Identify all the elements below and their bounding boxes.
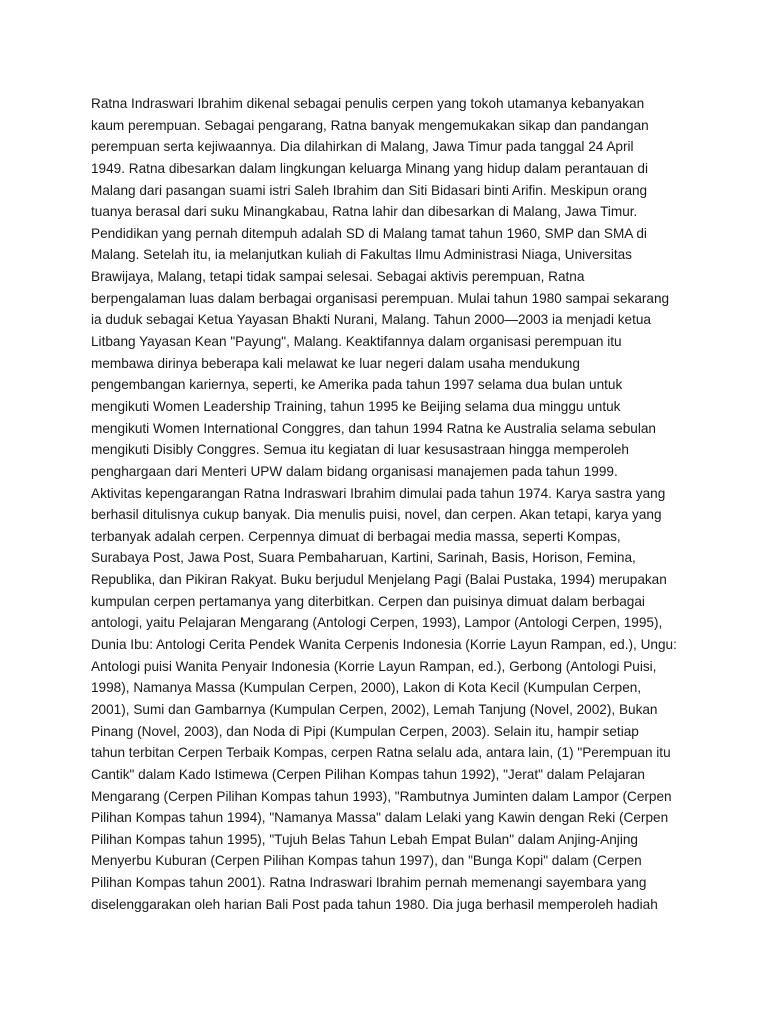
text-line: membawa dirinya beberapa kali melawat ke luar negeri dalam usaha mendukung bbox=[91, 355, 580, 371]
text-line: Pinang (Novel, 2003), dan Noda di Pipi (Kumpulan Cerpen, 2003). Selain itu, hampir setiap bbox=[91, 723, 639, 739]
text-line: berpengalaman luas dalam berbagai organisasi perempuan. Mulai tahun 1980 sampai sekarang bbox=[91, 290, 670, 306]
text-line: 1949. Ratna dibesarkan dalam lingkungan keluarga Minang yang hidup dalam perantauan di bbox=[91, 160, 648, 176]
text-line: Malang. Setelah itu, ia melanjutkan kuliah di Fakultas Ilmu Administrasi Niaga, Universitas bbox=[91, 247, 632, 263]
text-line: Ratna Indraswari Ibrahim dikenal sebagai penulis cerpen yang tokoh utamanya kebanyakan bbox=[91, 96, 645, 111]
text-line: berhasil ditulisnya cukup banyak. Dia menulis puisi, novel, dan cerpen. Akan tetapi, karya yang bbox=[91, 507, 662, 523]
text-line: Dunia Ibu: Antologi Cerita Pendek Wanita Cerpenis Indonesia (Korrie Layun Rampan, ed.), Ungu: bbox=[91, 637, 677, 653]
text-line: mengikuti Disibly Conggres. Semua itu kegiatan di luar kesusastraan hingga memperoleh bbox=[91, 442, 629, 458]
text-line: Pilihan Kompas tahun 2001). Ratna Indraswari Ibrahim pernah memenangi sayembara yang bbox=[91, 875, 647, 891]
text-line: terbanyak adalah cerpen. Cerpennya dimuat di berbagai media massa, seperti Kompas, bbox=[91, 528, 621, 544]
text-line: tuanya berasal dari suku Minangkabau, Ratna lahir dan dibesarkan di Malang, Jawa Timur. bbox=[91, 204, 638, 220]
text-line: mengikuti Women International Conggres, dan tahun 1994 Ratna ke Australia selama sebulan bbox=[91, 420, 656, 436]
text-line: Antologi puisi Wanita Penyair Indonesia (Korrie Layun Rampan, ed.), Gerbong (Antologi Puisi, bbox=[91, 658, 657, 674]
text-line: Pilihan Kompas tahun 1994), "Namanya Massa" dalam Lelaki yang Kawin dengan Reki (Cerpen bbox=[91, 810, 669, 826]
text-line: Republika, dan Pikiran Rakyat. Buku berjudul Menjelang Pagi (Balai Pustaka, 1994) merupakan bbox=[91, 572, 667, 588]
text-line: Malang dari pasangan suami istri Saleh Ibrahim dan Siti Bidasari binti Arifin. Meskipun orang bbox=[91, 182, 648, 198]
text-line: kumpulan cerpen pertamanya yang diterbitkan. Cerpen dan puisinya dimuat dalam berbagai bbox=[91, 593, 645, 609]
text-line: pengembangan kariernya, seperti, ke Amerika pada tahun 1997 selama dua bulan untuk bbox=[91, 377, 623, 393]
text-line: tahun terbitan Cerpen Terbaik Kompas, cerpen Ratna selalu ada, antara lain, (1) "Perempuan itu bbox=[91, 745, 671, 761]
text-line: 1998), Namanya Massa (Kumpulan Cerpen, 2000), Lakon di Kota Kecil (Kumpulan Cerpen, bbox=[91, 680, 642, 696]
text-line: diselenggarakan oleh harian Bali Post pada tahun 1980. Dia juga berhasil memperoleh hadiah bbox=[91, 896, 658, 912]
text-line: Litbang Yayasan Kean "Payung", Malang. Keaktifannya dalam organisasi perempuan itu bbox=[91, 334, 622, 350]
text-line: mengikuti Women Leadership Training, tahun 1995 ke Beijing selama dua minggu untuk bbox=[91, 398, 621, 414]
text-line: Brawijaya, Malang, tetapi tidak sampai selesai. Sebagai aktivis perempuan, Ratna bbox=[91, 269, 585, 285]
text-line: 2001), Sumi dan Gambarnya (Kumpulan Cerpen, 2002), Lemah Tanjung (Novel, 2002), Bukan bbox=[91, 701, 658, 717]
text-line: Pilihan Kompas tahun 1995), "Tujuh Belas Tahun Lebah Empat Bulan" dalam Anjing-Anjing bbox=[91, 831, 638, 847]
text-line: Menyerbu Kuburan (Cerpen Pilihan Kompas tahun 1997), dan "Bunga Kopi" dalam (Cerpen bbox=[91, 853, 642, 869]
text-line: Cantik" dalam Kado Istimewa (Cerpen Pilihan Kompas tahun 1992), "Jerat" dalam Pelajaran bbox=[91, 766, 645, 782]
text-line: Surabaya Post, Jawa Post, Suara Pembaharuan, Kartini, Sarinah, Basis, Horison, Femina, bbox=[91, 550, 636, 566]
text-line: Aktivitas kepengarangan Ratna Indraswari Ibrahim dimulai pada tahun 1974. Karya sastra yang bbox=[91, 485, 666, 501]
body-text bbox=[91, 93, 691, 915]
text-line: Pendidikan yang pernah ditempuh adalah SD di Malang tamat tahun 1960, SMP dan SMA di bbox=[91, 225, 647, 241]
text-line: Mengarang (Cerpen Pilihan Kompas tahun 1993), "Rambutnya Juminten dalam Lampor (Cerpen bbox=[91, 788, 672, 804]
text-line: antologi, yaitu Pelajaran Mengarang (Antologi Cerpen, 1993), Lampor (Antologi Cerpen, 1995), bbox=[91, 615, 663, 631]
text-line: kaum perempuan. Sebagai pengarang, Ratna banyak mengemukakan sikap dan pandangan bbox=[91, 117, 649, 133]
text-line: perempuan serta kejiwaannya. Dia dilahirkan di Malang, Jawa Timur pada tanggal 24 April bbox=[91, 139, 634, 155]
text-line: ia duduk sebagai Ketua Yayasan Bhakti Nurani, Malang. Tahun 2000—2003 ia menjadi ketua bbox=[91, 312, 651, 328]
text-line: penghargaan dari Menteri UPW dalam bidang organisasi manajemen pada tahun 1999. bbox=[91, 463, 618, 479]
